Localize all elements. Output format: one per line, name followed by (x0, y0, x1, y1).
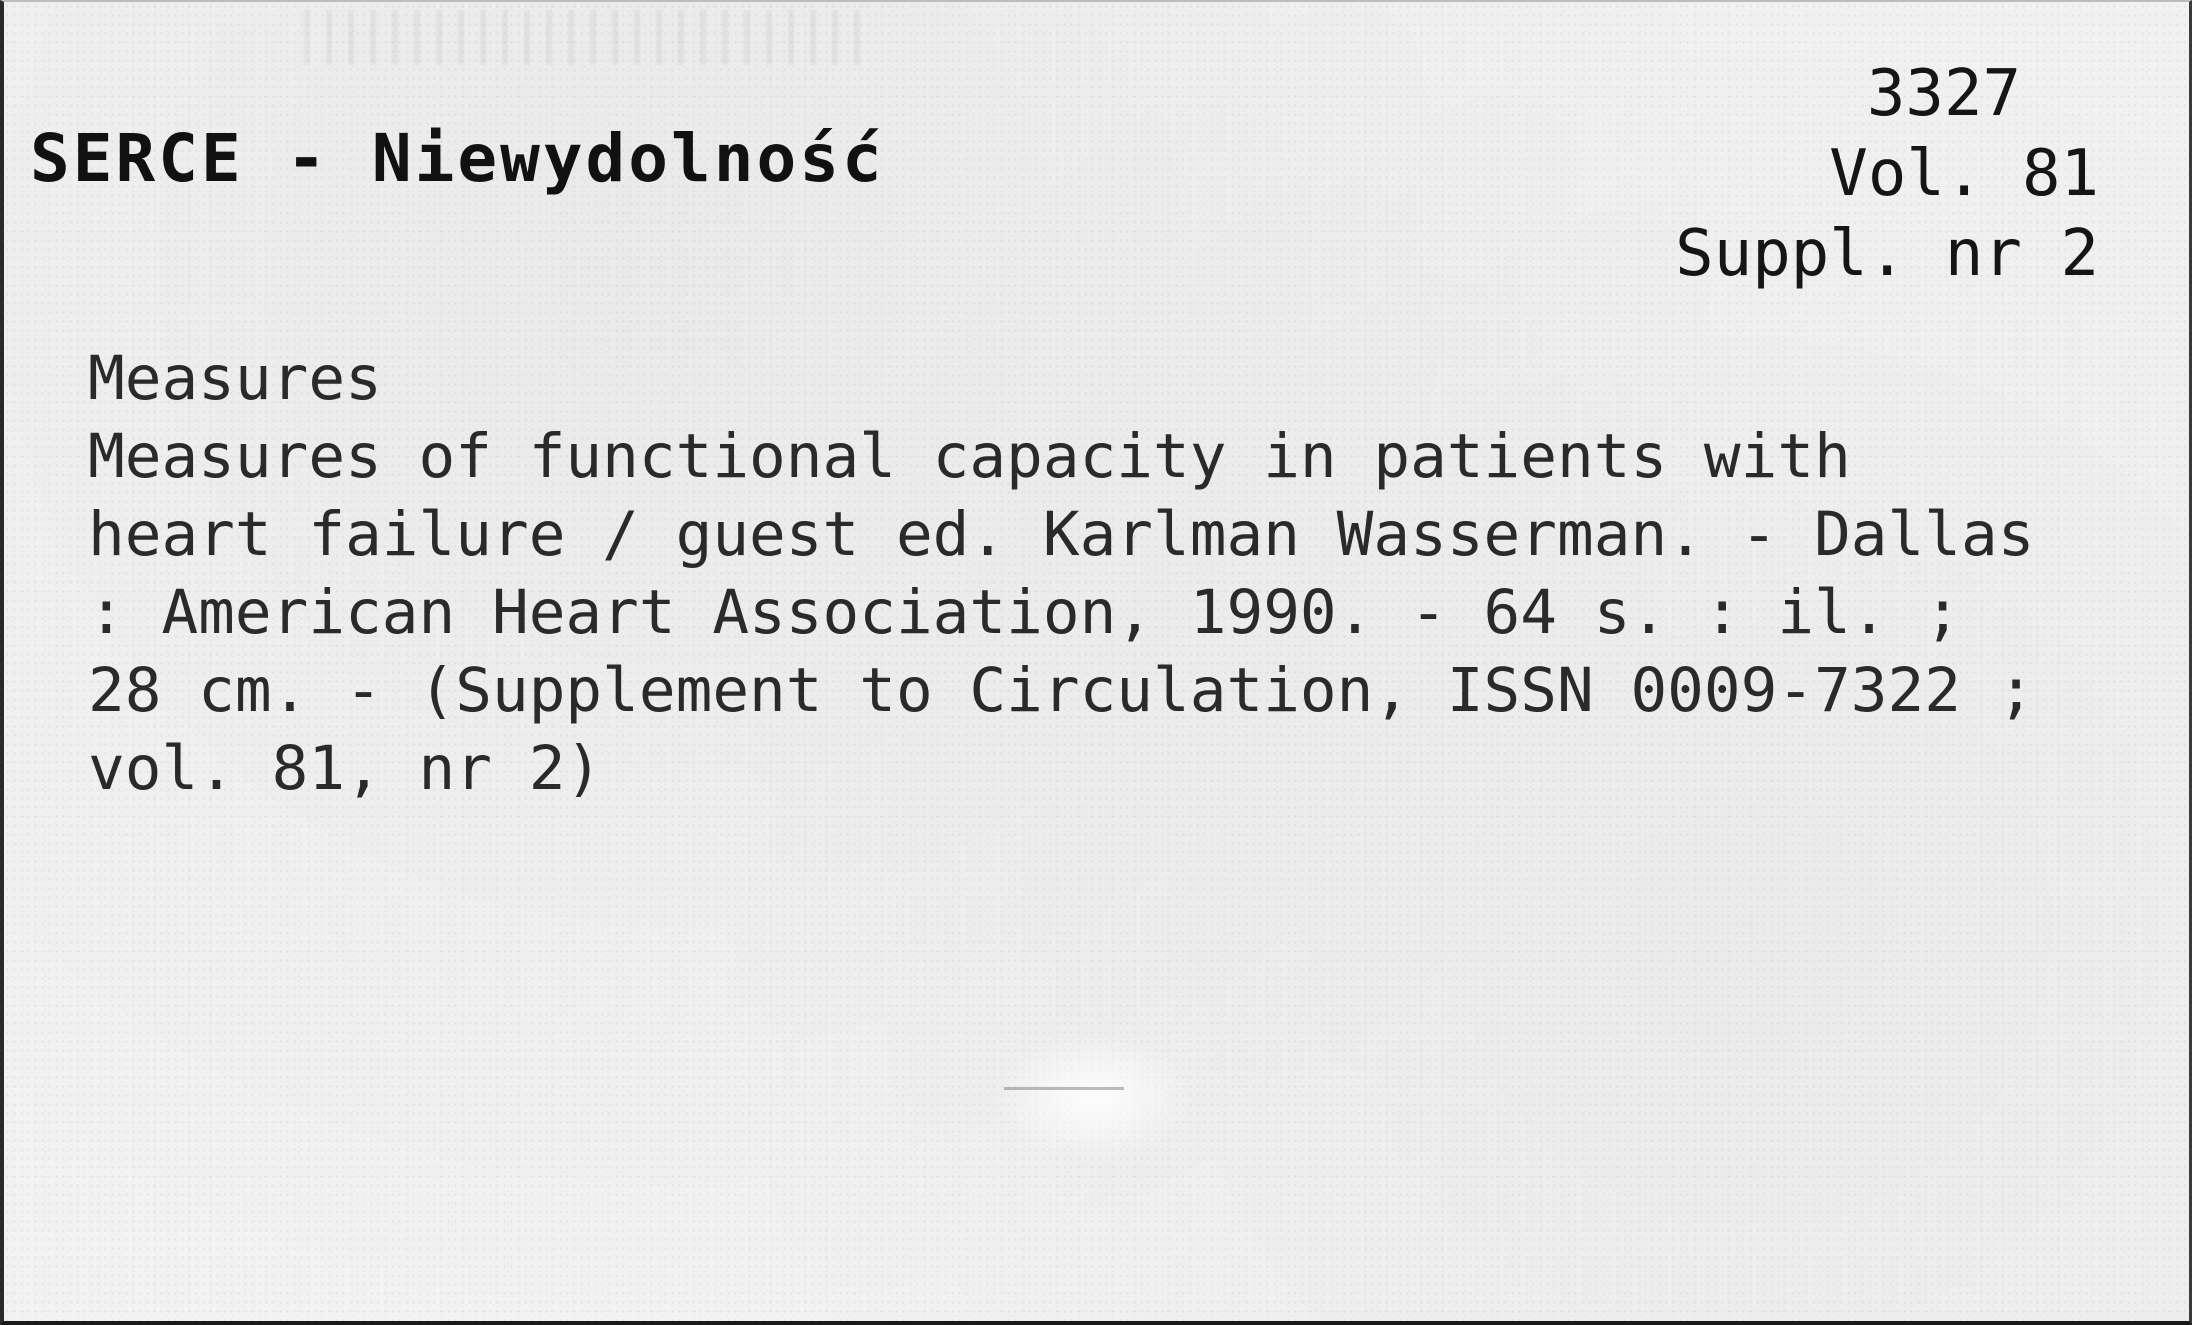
entry-line: Measures of functional capacity in patients with (88, 421, 1851, 492)
subject-heading: SERCE - Niewydolność (30, 120, 885, 197)
call-number-line: Vol. 81 (1829, 137, 2099, 211)
entry-line: 28 cm. - (Supplement to Circulation, ISSN 0009-7322 ; (88, 655, 2035, 726)
call-number (1675, 54, 2099, 294)
entry-line: vol. 81, nr 2) (88, 733, 603, 804)
bibliographic-entry (88, 340, 2034, 808)
erasure-stain (994, 1032, 1194, 1162)
call-number-line: Suppl. nr 2 (1675, 217, 2099, 291)
call-number-line: 3327 (1866, 57, 2021, 131)
smudge-mark (304, 10, 864, 65)
entry-line: heart failure / guest ed. Karlman Wasserman. - Dallas (88, 499, 2035, 570)
entry-title-heading: Measures (88, 343, 382, 414)
entry-line: : American Heart Association, 1990. - 64 s. : il. ; (88, 577, 1961, 648)
